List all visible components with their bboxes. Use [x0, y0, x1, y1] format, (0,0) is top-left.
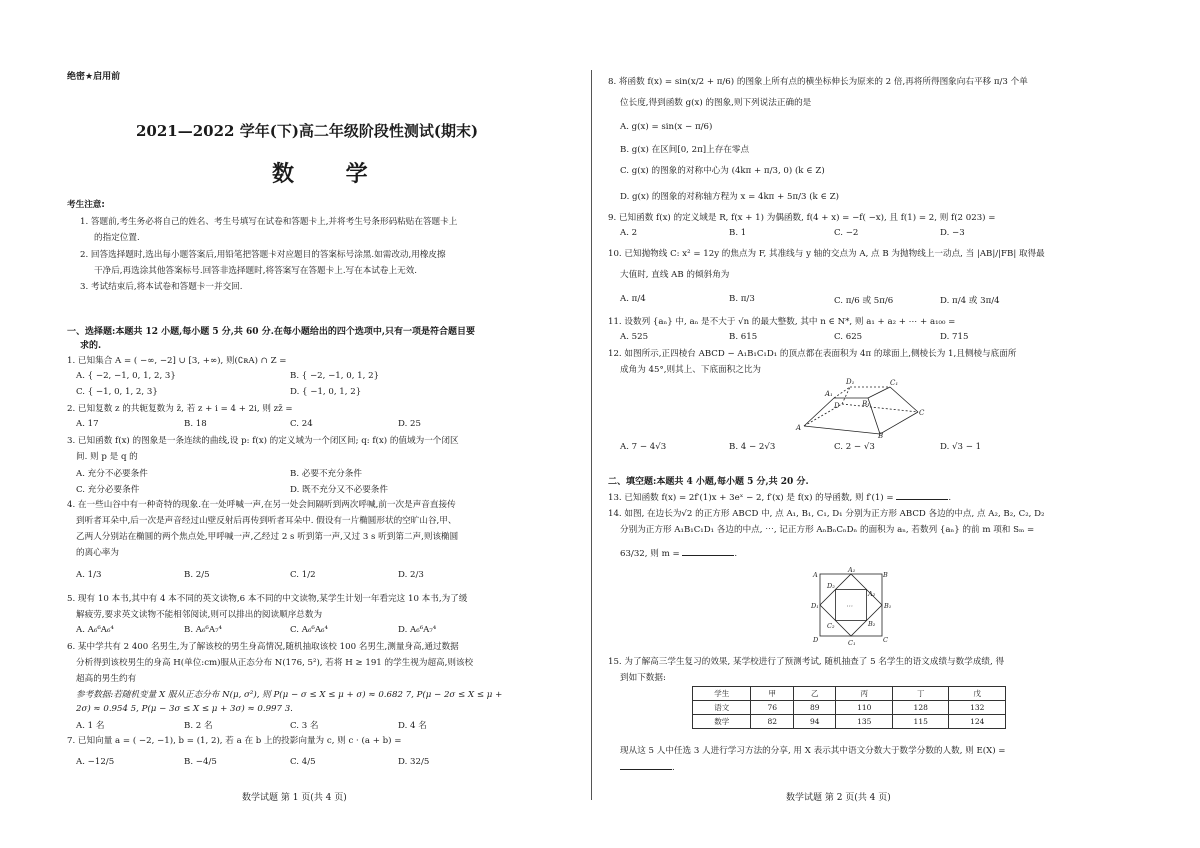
question-stem: 14. 如图, 在边长为√2 的正方形 ABCD 中, 点 A₁, B₁, C₁, D₁ 分别为正方形 ABCD 各边的中点, 点 A₂, B₂, C₂, D₂: [608, 509, 1045, 519]
option: B. π/3: [729, 294, 755, 304]
subject-heading: 数 学: [272, 161, 390, 187]
notice-item: 的指定位置.: [94, 233, 140, 243]
vertex-label: B₁: [862, 400, 870, 408]
option: B. g(x) 在区间[0, 2π]上存在零点: [620, 145, 750, 155]
vertex-label: B₁: [884, 602, 892, 610]
table-header-cell: 乙: [793, 687, 836, 701]
table-cell: 89: [793, 701, 836, 715]
question-stem: 11. 设数列 {aₙ} 中, aₙ 是不大于 √n 的最大整数, 其中 n ∈ N*, 则 a₁ + a₂ + ⋯ + a₁₀₀ =: [608, 317, 956, 327]
exam-title: 2021—2022 学年(下)高二年级阶段性测试(期末): [136, 122, 479, 140]
vertex-label: B: [883, 571, 888, 579]
fraction: 63/32: [620, 549, 645, 559]
question-stem: 的离心率为: [76, 548, 119, 558]
frustum-figure: [790, 374, 930, 438]
option: A. A₆⁶A₆⁴: [76, 625, 114, 635]
table-cell: 语文: [693, 701, 751, 715]
section2-heading: 二、填空题:本题共 4 小题,每小题 5 分,共 20 分.: [608, 477, 809, 487]
option: A. { −2, −1, 0, 1, 2, 3}: [76, 371, 176, 381]
notice-item: 2. 回答选择题时,选出每小题答案后,用铅笔把答题卡对应题目的答案标号涂黑.如需改动,用橡皮擦: [80, 250, 446, 260]
question-stem: 3. 已知函数 f(x) 的图象是一条连续的曲线,设 p: f(x) 的定义域为一个闭区间; q: f(x) 的值域为一个闭区: [67, 436, 459, 446]
question-stem: 6. 某中学共有 2 400 名男生,为了解该校的男生身高情况,随机抽取该校 100 名男生,测量身高,通过数据: [67, 642, 459, 652]
vertex-label: D₁: [811, 602, 819, 610]
option: A. 1/3: [76, 570, 102, 580]
question-stem: 5. 现有 10 本书,其中有 4 本不同的英文读物,6 本不同的中文读物,某学生计划一年看完这 10 本书,为了缓: [67, 594, 468, 604]
option: D. { −1, 0, 1, 2}: [290, 387, 362, 397]
question-stem: 成角为 45°,则其上、下底面积之比为: [620, 365, 762, 375]
table-row: [693, 701, 1006, 715]
table-row: [693, 715, 1006, 729]
table-cell: 135: [836, 715, 892, 729]
page-divider: [591, 70, 592, 800]
notice-item: 干净后,再选涂其他答案标号.回答非选择题时,将答案写在答题卡上.写在本试卷上无效.: [94, 266, 418, 276]
option: C. 1/2: [290, 570, 316, 580]
table-header-cell: 丁: [892, 687, 948, 701]
table-cell: 115: [892, 715, 948, 729]
vertex-label: A: [796, 424, 802, 432]
option: D. g(x) 的图象的对称轴方程为 x = 4kπ + 5π/3 (k ∈ Z): [620, 192, 839, 202]
table-cell: 110: [836, 701, 892, 715]
notice-item: 3. 考试结束后,将本试卷和答题卡一并交回.: [80, 282, 243, 292]
option: B. { −2, −1, 0, 1, 2}: [290, 371, 380, 381]
vertex-label: D: [834, 402, 840, 410]
option: A. 充分不必要条件: [76, 469, 148, 479]
page-footer: 数学试题 第 1 页(共 4 页): [242, 793, 347, 803]
nested-squares-figure: [810, 566, 890, 646]
question-stem: 9. 已知函数 f(x) 的定义域是 R, f(x + 1) 为偶函数, f(4 + x) = −f( −x), 且 f(1) = 2, 则 f(2 023) =: [608, 213, 996, 223]
table-cell: 128: [892, 701, 948, 715]
question-stem: 8. 将函数 f(x) = sin(x/2 + π/6) 的图象上所有点的横坐标伸长为原来的 2 倍,再将所得图象向右平移 π/3 个单: [608, 77, 1028, 87]
question-stem: 4. 在一些山谷中有一种奇特的现象.在一处呼喊一声,在另一处会间隔听到两次呼喊,前一次是声音直接传: [67, 500, 456, 510]
vertex-label: D: [813, 636, 819, 644]
option: D. 715: [940, 332, 969, 342]
question-stem: 15. 为了解高三学生复习的效果, 某学校进行了预测考试, 随机抽查了 5 名学生的语文成绩与数学成绩, 得: [608, 657, 1005, 667]
question-stem: 到听者耳朵中,后一次是声音经过山壁反射后再传到听者耳朵中. 假设有一片椭圆形状的空旷山谷,甲、: [76, 516, 457, 526]
question-stem: 分别为正方形 A₁B₁C₁D₁ 各边的中点, ⋯, 记正方形 AₙBₙCₙDₙ 的面积为 aₙ, 若数列 {aₙ} 的前 m 项和 Sₘ =: [620, 525, 1035, 535]
option: C. A₆⁶A₆⁴: [290, 625, 328, 635]
page-footer: 数学试题 第 2 页(共 4 页): [786, 793, 891, 803]
score-table: [692, 686, 1006, 729]
option: B. 4 − 2√3: [729, 442, 776, 452]
option: C. −2: [834, 228, 859, 238]
table-cell: 124: [949, 715, 1006, 729]
vertex-label: C₁: [848, 639, 856, 647]
table-cell: 132: [949, 701, 1006, 715]
option: C. { −1, 0, 1, 2, 3}: [76, 387, 158, 397]
option: B. 615: [729, 332, 758, 342]
question-stem: 大值时, 直线 AB 的倾斜角为: [620, 270, 730, 280]
option: B. 必要不充分条件: [290, 469, 362, 479]
question-stem: 解疲劳,要求英文读物不能相邻阅读,则可以排出的阅读顺序总数为: [76, 610, 323, 620]
question-stem: 现从这 5 人中任选 3 人进行学习方法的分享, 用 X 表示其中语文分数大于数学分数的人数, 则 E(X) =: [620, 746, 1006, 756]
option: C. 4/5: [290, 757, 316, 767]
option: C. π/6 或 5π/6: [834, 296, 894, 306]
option: D. 25: [398, 419, 421, 429]
option: B. 18: [184, 419, 207, 429]
option: B. 2 名: [184, 721, 213, 731]
option: D. 32/5: [398, 757, 430, 767]
answer-line: .: [620, 760, 675, 774]
vertex-label: C: [883, 636, 888, 644]
option: A. 2: [620, 228, 638, 238]
option: B. A₆⁶A₇⁴: [184, 625, 222, 635]
table-cell: 82: [751, 715, 794, 729]
option: A. 525: [620, 332, 649, 342]
vertex-label: C₁: [890, 379, 899, 387]
option: D. 既不充分又不必要条件: [290, 485, 388, 495]
notice-heading: 考生注意:: [67, 200, 105, 210]
section1-heading: 求的.: [80, 341, 102, 351]
option: C. 625: [834, 332, 863, 342]
question-stem: 13. 已知函数 f(x) = 2f′(1)x + 3eˣ − 2, f′(x) 是 f(x) 的导函数, 则 f′(1) = .: [608, 490, 951, 504]
vertex-label: A₁: [848, 566, 856, 574]
reference-data: 2σ) ≈ 0.954 5, P(μ − 3σ ≤ X ≤ μ + 3σ) ≈ 0.997 3.: [76, 704, 293, 714]
question-stem: 位长度,得到函数 g(x) 的图象,则下列说法正确的是: [620, 98, 812, 108]
question-stem: 2. 已知复数 z 的共轭复数为 z̄, 若 z + i = 4 + 2i, 则 zz̄ =: [67, 404, 293, 414]
option: D. π/4 或 3π/4: [940, 296, 1000, 306]
table-header-row: [693, 687, 1006, 701]
question-stem: 63/32, 则 m = .: [620, 546, 737, 560]
option: D. √3 − 1: [940, 442, 982, 452]
confidential-mark: 绝密★启用前: [67, 72, 121, 82]
ellipsis-mark: ⋯: [846, 602, 853, 610]
option: A. 17: [76, 419, 99, 429]
q13-text: 13. 已知函数 f(x) = 2f′(1)x + 3eˣ − 2, f′(x) 是 f(x) 的导函数, 则 f′(1) =: [608, 493, 894, 503]
reference-data: 参考数据:若随机变量 X 服从正态分布 N(μ, σ²), 则 P(μ − σ ≤ X ≤ μ + σ) ≈ 0.682 7, P(μ − 2σ ≤ X ≤ μ +: [76, 690, 503, 700]
question-stem: 间. 则 p 是 q 的: [76, 452, 138, 462]
option: A. 1 名: [76, 721, 105, 731]
table-header-cell: 戊: [949, 687, 1006, 701]
option: A. −12/5: [76, 757, 115, 767]
option: C. 24: [290, 419, 313, 429]
vertex-label: A₂: [868, 590, 876, 598]
option: D. −3: [940, 228, 965, 238]
answer-blank: [620, 760, 672, 770]
vertex-label: A₁: [825, 390, 833, 398]
table-cell: 数学: [693, 715, 751, 729]
option: C. 3 名: [290, 721, 319, 731]
table-cell: 76: [751, 701, 794, 715]
answer-blank: [682, 546, 734, 556]
option: A. 7 − 4√3: [620, 442, 667, 452]
question-stem: 10. 已知抛物线 C: x² = 12y 的焦点为 F, 其准线与 y 轴的交点为 A, 点 B 为抛物线上一动点, 当 |AB|/|FB| 取得最: [608, 249, 1045, 259]
option: A. π/4: [620, 294, 646, 304]
option: B. 1: [729, 228, 747, 238]
table-header-cell: 丙: [836, 687, 892, 701]
q14-tail: , 则 m =: [644, 549, 680, 559]
question-stem: 到如下数据:: [620, 673, 666, 683]
vertex-label: C₂: [827, 622, 835, 630]
vertex-label: C: [919, 409, 925, 417]
vertex-label: B₂: [868, 620, 876, 628]
table-header-cell: 学生: [693, 687, 751, 701]
option: C. g(x) 的图象的对称中心为 (4kπ + π/3, 0) (k ∈ Z): [620, 166, 825, 176]
option: B. −4/5: [184, 757, 217, 767]
vertex-label: D₁: [846, 378, 855, 386]
section1-heading: 一、选择题:本题共 12 小题,每小题 5 分,共 60 分.在每小题给出的四个选项中,只有一项是符合题目要: [67, 327, 475, 337]
question-stem: 12. 如图所示,正四棱台 ABCD − A₁B₁C₁D₁ 的顶点都在表面积为 4π 的球面上,侧棱长为 1,且侧棱与底面所: [608, 349, 1017, 359]
option: A. g(x) = sin(x − π/6): [620, 122, 713, 132]
option: C. 充分必要条件: [76, 485, 140, 495]
question-stem: 乙两人分别站在椭圆的两个焦点处,甲呼喊一声,乙经过 2 s 听到第一声,又过 3 s 听到第二声,则该椭圆: [76, 532, 459, 542]
question-stem: 超高的男生约有: [76, 674, 137, 684]
option: D. 2/3: [398, 570, 424, 580]
question-stem: 7. 已知向量 a = ( −2, −1), b = (1, 2), 若 a 在 b 上的投影向量为 c, 则 c · (a + b) =: [67, 736, 402, 746]
option: D. 4 名: [398, 721, 427, 731]
vertex-label: B: [878, 432, 884, 440]
vertex-label: D₂: [827, 582, 835, 590]
option: B. 2/5: [184, 570, 210, 580]
question-stem: 分析得到该校男生的身高 H(单位:cm)服从正态分布 N(176, 5²), 若将 H ≥ 191 的学生视为超高,则该校: [76, 658, 474, 668]
answer-blank: [896, 490, 948, 500]
table-header-cell: 甲: [751, 687, 794, 701]
notice-item: 1. 答题前,考生务必将自己的姓名、考生号填写在试卷和答题卡上,并将考生号条形码粘贴在答题卡上: [80, 217, 458, 227]
table-cell: 94: [793, 715, 836, 729]
option: C. 2 − √3: [834, 442, 875, 452]
vertex-label: A: [813, 571, 818, 579]
option: D. A₆⁶A₇⁴: [398, 625, 437, 635]
question-stem: 1. 已知集合 A = ( −∞, −2] ∪ [3, +∞), 则(∁ʀA) ∩ Z =: [67, 356, 287, 366]
